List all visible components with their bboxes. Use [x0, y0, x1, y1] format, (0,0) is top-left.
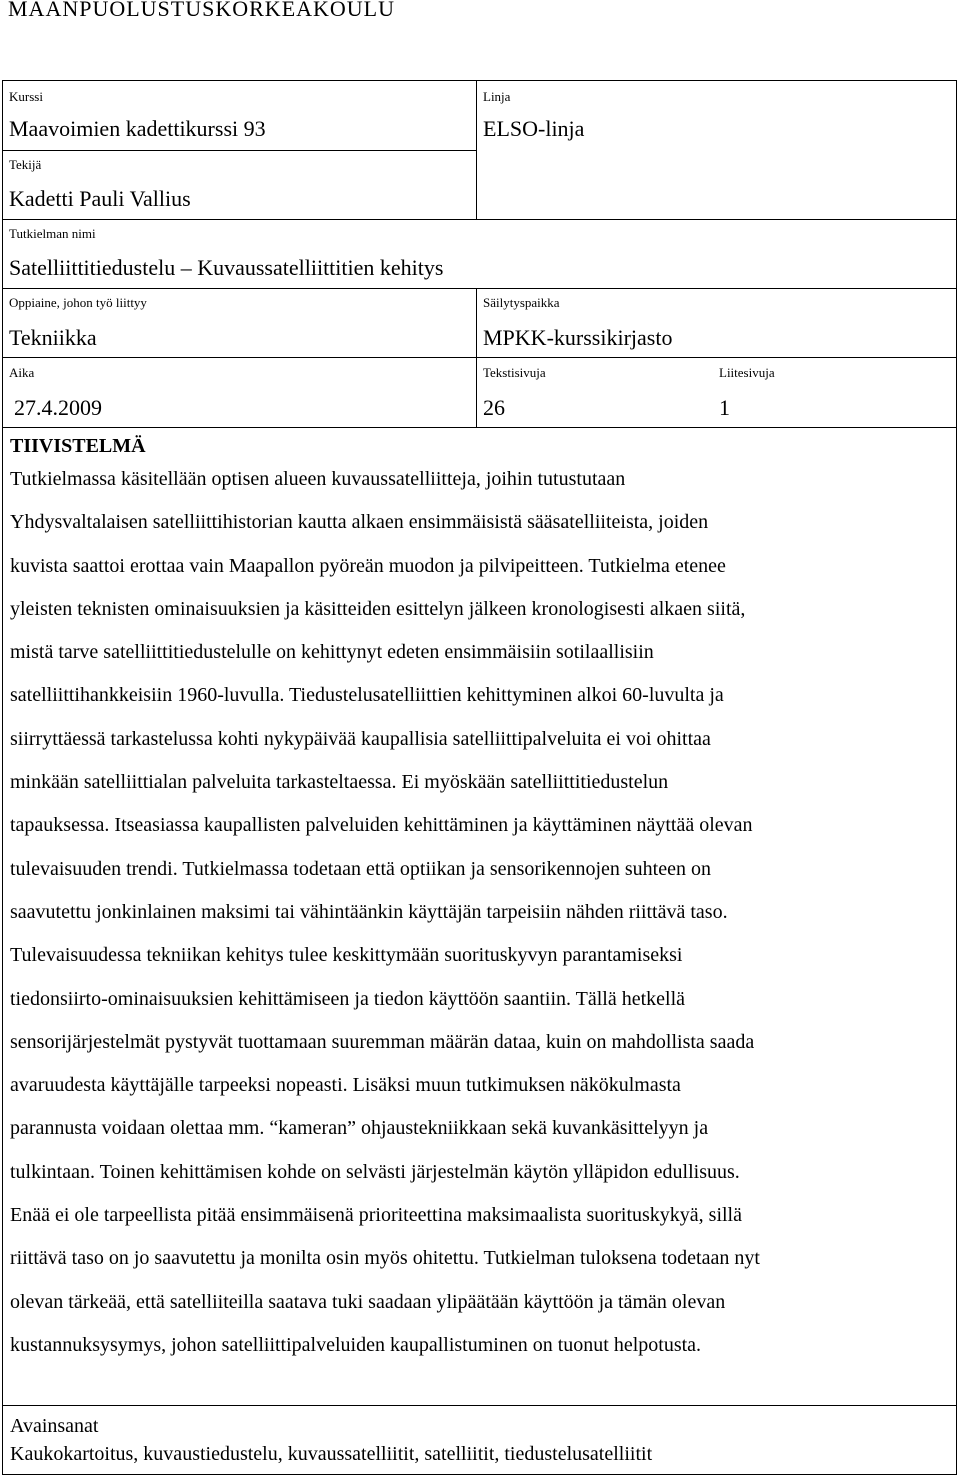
appendix-pages-value: 1: [719, 395, 730, 420]
divider: [2, 427, 957, 428]
divider: [2, 1405, 957, 1406]
line-label: Linja: [483, 89, 511, 104]
time-value: 27.4.2009: [14, 395, 102, 420]
author-value: Kadetti Pauli Vallius: [9, 186, 191, 211]
abstract-line: tiedonsiirto-ominaisuuksien kehittämiseen ja tiedon käyttöön saantiin. Tällä hetkellä: [10, 987, 686, 1010]
abstract-line: minkään satelliittialan palveluita tarkasteltaessa. Ei myöskään satelliittitiedustelun: [10, 771, 669, 794]
abstract-line: avaruudesta käyttäjälle tarpeeksi nopeasti. Lisäksi muun tutkimuksen näkökulmasta: [10, 1074, 681, 1097]
abstract-line: yleisten teknisten ominaisuuksien ja käsitteiden esittelyn jälkeen kronologisesti alkaen siitä,: [10, 597, 746, 620]
thesis-title-label: Tutkielman nimi: [9, 226, 96, 241]
subject-value: Tekniikka: [9, 325, 97, 350]
storage-value: MPKK-kurssikirjasto: [483, 325, 673, 350]
thesis-title-value: Satelliittitiedustelu – Kuvaussatelliittitien kehitys: [9, 255, 444, 280]
time-label: Aika: [9, 365, 35, 380]
line-value: ELSO-linja: [483, 116, 585, 141]
divider: [476, 288, 477, 427]
course-label: Kurssi: [9, 89, 43, 104]
abstract-line: Tutkielmassa käsitellään optisen alueen kuvaussatelliitteja, joihin tutustutaan: [10, 468, 626, 490]
divider: [2, 219, 957, 220]
keywords-heading: Avainsanat: [10, 1415, 99, 1437]
course-value: Maavoimien kadettikurssi 93: [9, 116, 266, 141]
abstract-line: mistä tarve satelliittitiedustelulle on kehittynyt edeten ensimmäisiin sotilaallisiin: [10, 641, 654, 664]
abstract-line: olevan tärkeää, että satelliiteilla saatava tuki saadaan ylipäätään käyttöön ja tämän olevan: [10, 1290, 726, 1313]
institution-title: MAANPUOLUSTUSKORKEAKOULU: [8, 0, 396, 21]
divider: [2, 150, 477, 151]
storage-label: Säilytyspaikka: [483, 295, 560, 310]
divider: [2, 357, 957, 358]
abstract-body: [10, 458, 950, 1367]
appendix-pages-label: Liitesivuja: [719, 365, 775, 380]
subject-label: Oppiaine, johon työ liittyy: [9, 295, 147, 310]
abstract-line: riittävä taso on jo saavutettu ja monilta osin myös ohitettu. Tutkielman tuloksena todetaan nyt: [10, 1247, 760, 1270]
abstract-line: parannusta voidaan olettaa mm. “kameran” ohjaustekniikkaan sekä kuvankäsittelyyn ja: [10, 1117, 709, 1140]
divider: [2, 288, 957, 289]
abstract-heading: TIIVISTELMÄ: [10, 435, 146, 457]
abstract-line: saavutettu jonkinlainen maksimi tai vähintäänkin käyttäjän tarpeisiin nähden riittävä taso.: [10, 900, 728, 923]
abstract-line: siirryttäessä tarkastelussa kohti nykypäivää kaupallisia satelliittipalveluita ei voi ohittaa: [10, 727, 711, 750]
abstract-line: tulevaisuuden trendi. Tutkielmassa todetaan että optiikan ja sensorikennojen suhteen on: [10, 857, 711, 880]
text-pages-label: Tekstisivuja: [483, 365, 546, 380]
abstract-line: Enää ei ole tarpeellista pitää ensimmäisenä prioriteettina maksimaalista suorituskykyä, sillä: [10, 1204, 742, 1227]
abstract-line: tapauksessa. Itseasiassa kaupallisten palveluiden kehittäminen ja käyttäminen näyttää olevan: [10, 814, 753, 837]
text-pages-value: 26: [483, 395, 505, 420]
keywords-text: Kaukokartoitus, kuvaustiedustelu, kuvaussatelliitit, satelliitit, tiedustelusatelliitit: [10, 1443, 653, 1465]
abstract-line: kuvista saattoi erottaa vain Maapallon pyöreän muodon ja pilvipeitteen. Tutkielma etenee: [10, 554, 726, 577]
divider: [476, 80, 477, 219]
author-label: Tekijä: [9, 157, 42, 172]
abstract-line: tulkintaan. Toinen kehittämisen kohde on selvästi järjestelmän käytön ylläpidon edullisuus.: [10, 1160, 740, 1183]
abstract-line: Tulevaisuudessa tekniikan kehitys tulee keskittymään suorituskyvyn parantamiseksi: [10, 944, 683, 967]
abstract-line: kustannuksysymys, johon satelliittipalveluiden kaupallistuminen on tuonut helpotusta.: [10, 1333, 702, 1356]
abstract-line: sensorijärjestelmät pystyvät tuottamaan suuremman määrän dataa, kuin on mahdollista saada: [10, 1030, 755, 1053]
abstract-line: Yhdysvaltalaisen satelliittihistorian kautta alkaen ensimmäisistä sääsatelliiteista, joiden: [10, 511, 709, 534]
abstract-line: satelliittihankkeisiin 1960-luvulla. Tiedustelusatelliittien kehittyminen alkoi 60-luvulta ja: [10, 684, 724, 707]
